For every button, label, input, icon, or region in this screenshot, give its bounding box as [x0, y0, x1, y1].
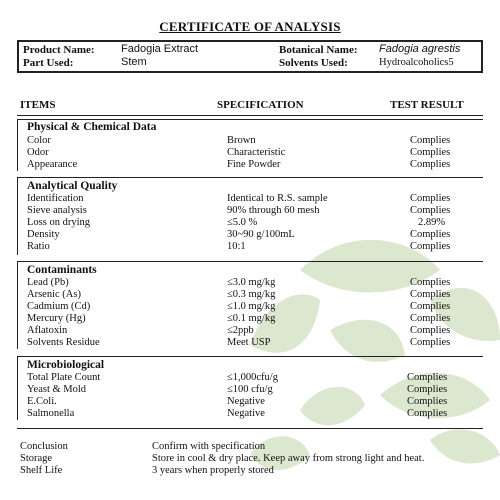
table-row: [18, 301, 484, 313]
section-analytical-quality: [17, 177, 483, 255]
row-result: Complies: [410, 337, 451, 348]
column-header-rule: [17, 115, 483, 116]
table-row: [18, 277, 484, 289]
row-spec: ≤0.1 mg/kg: [227, 313, 276, 324]
row-item: Density: [27, 229, 60, 240]
row-spec: Negative: [227, 396, 265, 407]
table-row: [18, 337, 484, 349]
row-item: Appearance: [27, 159, 78, 170]
footer-label: Shelf Life: [20, 465, 63, 476]
section-title: Microbiological: [27, 359, 105, 371]
row-result: Complies: [410, 301, 451, 312]
table-row: [18, 159, 484, 171]
table-row: [18, 384, 484, 396]
row-spec: ≤1.0 mg/kg: [227, 301, 276, 312]
product-header-box: [17, 40, 483, 73]
row-item: Cadmium (Cd): [27, 301, 91, 312]
row-spec: Fine Powder: [227, 159, 281, 170]
product-name-label: Product Name:: [23, 44, 95, 56]
row-spec: ≤3.0 mg/kg: [227, 277, 276, 288]
row-result: Complies: [410, 205, 451, 216]
section-physical-chemical: [17, 119, 483, 171]
row-item: Total Plate Count: [27, 372, 101, 383]
footer-label: Storage: [20, 453, 53, 464]
section-title: Contaminants: [27, 264, 97, 276]
botanical-name-value: Fadogia agrestis: [379, 43, 461, 55]
column-headers: [0, 99, 500, 113]
row-result: Complies: [410, 229, 451, 240]
row-result: Complies: [407, 396, 448, 407]
footer-row-conclusion: [0, 441, 500, 453]
row-result: Complies: [410, 325, 451, 336]
row-spec: ≤100 cfu/g: [227, 384, 273, 395]
row-result: Complies: [410, 147, 451, 158]
row-spec: ≤0.3 mg/kg: [227, 289, 276, 300]
part-used-value: Stem: [121, 56, 147, 68]
row-spec: Meet USP: [227, 337, 271, 348]
footer-label: Conclusion: [20, 441, 68, 452]
table-row: [18, 241, 484, 253]
table-row: [18, 408, 484, 420]
table-row: [18, 372, 484, 384]
row-item: Ratio: [27, 241, 50, 252]
row-result: Complies: [407, 408, 448, 419]
row-result: Complies: [407, 384, 448, 395]
row-item: Solvents Residue: [27, 337, 100, 348]
solvents-used-label: Solvents Used:: [279, 57, 348, 69]
row-item: Lead (Pb): [27, 277, 69, 288]
row-spec: Negative: [227, 408, 265, 419]
document-title: CERTIFICATE OF ANALYSIS: [159, 19, 341, 34]
footer-row-storage: [0, 453, 500, 465]
row-item: Mercury (Hg): [27, 313, 86, 324]
table-row: [18, 313, 484, 325]
table-row: [18, 217, 484, 229]
row-spec: 90% through 60 mesh: [227, 205, 320, 216]
footer-value: Store in cool & dry place. Keep away from strong light and heat.: [152, 453, 425, 464]
row-result: Complies: [407, 372, 448, 383]
row-result: Complies: [410, 159, 451, 170]
row-item: E.Coli.: [27, 396, 57, 407]
row-item: Arsenic (As): [27, 289, 81, 300]
row-result: 2.89%: [418, 217, 446, 228]
table-row: [18, 289, 484, 301]
row-item: Color: [27, 135, 51, 146]
row-spec: Identical to R.S. sample: [227, 193, 328, 204]
table-row: [18, 325, 484, 337]
row-spec: ≤2ppb: [227, 325, 254, 336]
row-result: Complies: [410, 289, 451, 300]
row-item: Yeast & Mold: [27, 384, 87, 395]
row-result: Complies: [410, 241, 451, 252]
row-item: Aflatoxin: [27, 325, 68, 336]
table-row: [18, 193, 484, 205]
row-item: Identification: [27, 193, 84, 204]
footer-value: Confirm with specification: [152, 441, 266, 452]
section-contaminants: [17, 261, 483, 349]
part-used-label: Part Used:: [23, 57, 74, 69]
table-row: [18, 135, 484, 147]
footer-value: 3 years when properly stored: [152, 465, 274, 476]
row-spec: 10:1: [227, 241, 246, 252]
table-row: [18, 229, 484, 241]
section-title: Physical & Chemical Data: [27, 121, 157, 133]
row-result: Complies: [410, 193, 451, 204]
row-spec: Brown: [227, 135, 256, 146]
product-name-value: Fadogia Extract: [121, 43, 199, 55]
row-result: Complies: [410, 313, 451, 324]
row-spec: Characteristic: [227, 147, 286, 158]
row-spec: ≤1,000cfu/g: [227, 372, 278, 383]
table-row: [18, 205, 484, 217]
row-item: Loss on drying: [27, 217, 90, 228]
row-spec: 30~90 g/100mL: [227, 229, 295, 240]
column-specification: SPECIFICATION: [217, 99, 304, 111]
row-result: Complies: [410, 135, 451, 146]
table-row: [18, 396, 484, 408]
row-result: Complies: [410, 277, 451, 288]
row-spec: ≤5.0 %: [227, 217, 258, 228]
row-item: Odor: [27, 147, 49, 158]
table-row: [18, 147, 484, 159]
botanical-name-label: Botanical Name:: [279, 44, 358, 56]
footer-row-shelf-life: [0, 465, 500, 477]
column-test-result: TEST RESULT: [390, 99, 464, 111]
section-microbiological: [17, 356, 483, 420]
column-items: ITEMS: [20, 99, 56, 111]
solvents-used-value: Hydroalcoholics5: [379, 57, 454, 68]
section-title: Analytical Quality: [27, 180, 118, 192]
row-item: Sieve analysis: [27, 205, 87, 216]
row-item: Salmonella: [27, 408, 75, 419]
section-bottom-rule: [17, 428, 483, 429]
